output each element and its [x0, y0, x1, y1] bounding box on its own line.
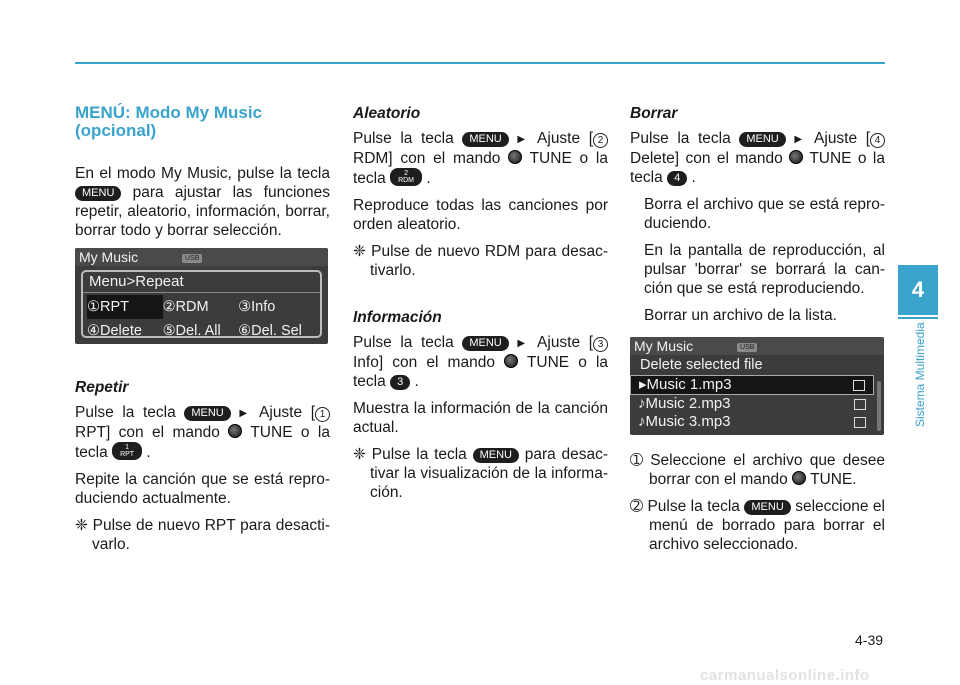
- usb-icon: USB: [182, 254, 202, 263]
- repeat-description: Repite la canción que se está repro-duciendo actualmente.: [75, 471, 330, 507]
- delete-file-screen: [630, 337, 884, 435]
- delete-screen-title: Delete selected file: [640, 357, 763, 373]
- tune-knob-icon: [792, 471, 806, 485]
- menu-key: MENU: [473, 448, 519, 463]
- circled-number: 2: [593, 133, 608, 148]
- screen-header: My Music USB: [75, 248, 328, 266]
- random-note: ❈ Pulse de nuevo RDM para desac-tivarlo.: [353, 243, 608, 279]
- info-instruction: Pulse la tecla MENU ▶ Ajuste [ 3 Info] con el mando TUNE o la tecla 3 .: [353, 334, 609, 390]
- menu-option-info: ③Info: [238, 299, 276, 315]
- delete-desc-1: Borra el archivo que se está repro-duciendo.: [644, 196, 885, 232]
- info-description: Muestra la información de la canción actual.: [353, 400, 608, 436]
- random-title: Aleatorio: [353, 105, 421, 122]
- key-4: 4: [667, 171, 687, 186]
- file-row: ♪Music 2.mp3: [630, 395, 874, 413]
- repeat-menu-screen: [75, 248, 328, 344]
- header-rule: [75, 62, 885, 64]
- menu-option-rpt: ①RPT: [87, 295, 163, 319]
- repeat-note: ❈ Pulse de nuevo RPT para desacti-varlo.: [75, 517, 330, 553]
- page-number: 4-39: [855, 632, 884, 648]
- random-description: Reproduce todas las canciones por orden aleatorio.: [353, 197, 608, 233]
- delete-instruction: Pulse la tecla MENU ▶ Ajuste [ 4 Delete] con el mando TUNE o la tecla 4 .: [630, 130, 885, 186]
- menu-key: MENU: [75, 186, 121, 201]
- menu-key: MENU: [739, 132, 785, 147]
- rpt-key: 1 RPT: [112, 442, 142, 460]
- chapter-name: Sistema Multimedia: [913, 322, 927, 427]
- checkbox-icon: [854, 399, 866, 410]
- step-2: ➁ Pulse la tecla MENU seleccione el menú de borrado para borrar el archivo seleccionado.: [630, 498, 885, 553]
- chapter-tab: 4: [898, 265, 938, 315]
- tune-knob-icon: [508, 150, 522, 164]
- file-row: ♪Music 3.mp3: [630, 413, 874, 431]
- arrow-right-icon: ▶: [517, 134, 530, 145]
- menu-title: Menu>Repeat: [83, 272, 320, 293]
- scrollbar: [877, 381, 881, 431]
- usb-icon: USB: [737, 343, 757, 352]
- circled-number: 1: [315, 407, 330, 422]
- menu-key: MENU: [744, 500, 790, 515]
- menu-option-rdm: ②RDM: [162, 299, 209, 315]
- column-middle: [353, 104, 608, 510]
- rdm-key: 2 RDM: [390, 168, 422, 186]
- random-instruction: Pulse la tecla MENU ▶ Ajuste [ 2 RDM] con el mando TUNE o la tecla 2 RDM .: [353, 130, 608, 187]
- tune-knob-icon: [504, 354, 518, 368]
- checkbox-icon: [853, 380, 865, 391]
- arrow-right-icon: ▶: [794, 134, 807, 145]
- info-note: ❈ Pulse la tecla MENU para desac-tivar la visualización de la informa-ción.: [353, 446, 608, 501]
- checkbox-icon: [854, 417, 866, 428]
- circled-number: 4: [870, 133, 885, 148]
- delete-desc-3: Borrar un archivo de la lista.: [644, 307, 837, 324]
- key-3: 3: [390, 375, 410, 390]
- delete-title: Borrar: [630, 105, 678, 122]
- intro-paragraph: En el modo My Music, pulse la tecla MENU para ajustar las funciones repetir, aleatorio, información, borrar, borrar todo y borrar selección.: [75, 165, 330, 239]
- circled-number: 3: [593, 337, 608, 352]
- tune-knob-icon: [228, 424, 242, 438]
- arrow-right-icon: ▶: [517, 338, 530, 349]
- menu-option-del-all: ⑤Del. All: [162, 323, 221, 339]
- column-left: [75, 104, 330, 562]
- screen-header: My Music USB: [630, 337, 884, 355]
- repeat-instruction: Pulse la tecla MENU ▶ Ajuste [ 1 RPT] con el mando TUNE o la tecla 1 RPT .: [75, 404, 330, 461]
- menu-key: MENU: [462, 336, 508, 351]
- menu-grid: [83, 293, 320, 344]
- menu-box: [81, 270, 322, 338]
- step-1: ➀ Seleccione el archivo que desee borrar con el mando TUNE.: [630, 452, 885, 488]
- menu-option-delete: ④Delete: [87, 323, 142, 339]
- section-title: MENÚ: Modo My Music (opcional): [75, 103, 262, 140]
- file-row: ▸Music 1.mp3: [630, 375, 874, 395]
- tune-knob-icon: [789, 150, 803, 164]
- column-right: [630, 104, 885, 562]
- watermark: carmanualsonline.info: [700, 667, 870, 684]
- chapter-tab-rule: [898, 317, 938, 319]
- repeat-title: Repetir: [75, 379, 129, 396]
- arrow-right-icon: ▶: [239, 408, 252, 419]
- menu-key: MENU: [184, 406, 230, 421]
- info-title: Información: [353, 309, 442, 326]
- delete-desc-2: En la pantalla de reproducción, al pulsar 'borrar' se borrará la can-ción que se está reproduciendo.: [644, 242, 885, 297]
- menu-option-del-sel: ⑥Del. Sel: [238, 323, 302, 339]
- menu-key: MENU: [462, 132, 508, 147]
